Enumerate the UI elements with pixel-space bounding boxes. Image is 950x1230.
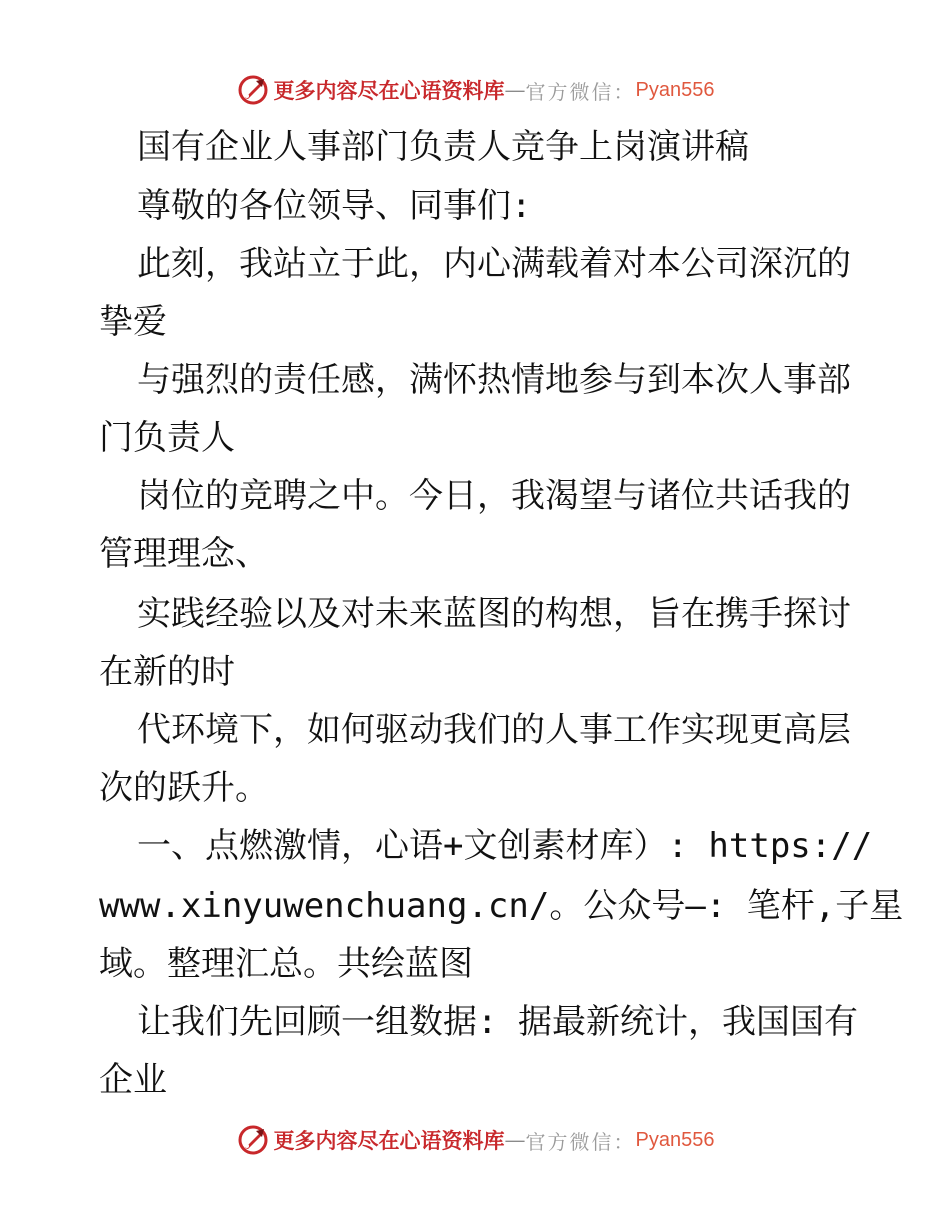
doc-line: 企业 (99, 1060, 167, 1100)
doc-line: 岗位的竞聘之中。今日，我渴望与诸位共话我的 (137, 476, 851, 516)
banner-wechat-label: 官方微信： (525, 1129, 636, 1154)
banner-wechat-id: Pyan556 (635, 78, 715, 101)
doc-line: 一、点燃激情，心语+文创素材库）: https:// (137, 826, 873, 866)
footer-watermark-banner (0, 1120, 950, 1160)
banner-title: 更多内容尽在心语资料库 (273, 1128, 505, 1153)
doc-line: 在新的时 (99, 652, 235, 692)
banner-wechat-label: 官方微信： (525, 79, 636, 104)
quill-logo-icon (236, 1123, 270, 1157)
doc-line: 实践经验以及对未来蓝图的构想，旨在携手探讨 (137, 594, 851, 634)
doc-line: 挚爱 (99, 302, 167, 342)
quill-logo-icon (236, 73, 270, 107)
banner-dash: — (504, 1128, 526, 1152)
doc-line: 此刻，我站立于此，内心满载着对本公司深沉的 (137, 244, 851, 284)
doc-line: 次的跃升。 (99, 768, 269, 808)
banner-dash: — (504, 78, 526, 102)
doc-line: 与强烈的责任感，满怀热情地参与到本次人事部 (137, 360, 851, 400)
doc-title: 国有企业人事部门负责人竞争上岗演讲稿 (137, 127, 749, 167)
doc-line: 域。整理汇总。共绘蓝图 (99, 944, 473, 984)
doc-line: 尊敬的各位领导、同事们: (137, 186, 532, 226)
doc-line: 管理理念、 (99, 534, 269, 574)
header-watermark-banner (0, 70, 950, 110)
doc-line: 让我们先回顾一组数据: 据最新统计，我国国有 (137, 1002, 858, 1042)
banner-wechat-id: Pyan556 (635, 1128, 715, 1151)
doc-line: 门负责人 (99, 418, 235, 458)
banner-title: 更多内容尽在心语资料库 (273, 78, 505, 103)
doc-line: 代环境下，如何驱动我们的人事工作实现更高层 (137, 710, 851, 750)
doc-line: www.xinyuwenchuang.cn/。公众号—: 笔杆,子星 (99, 886, 904, 926)
